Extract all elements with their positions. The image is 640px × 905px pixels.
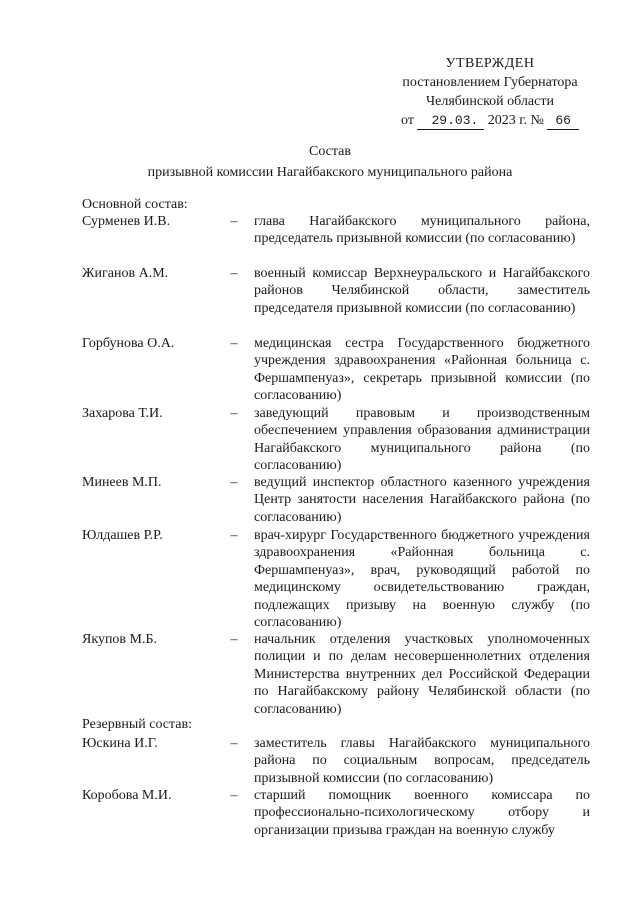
member-name: Юскина И.Г. [82,736,158,751]
member-dash: – [230,475,238,490]
heading-subtitle: призывной комиссии Нагайбакского муниципального района [147,165,513,180]
member-dash: – [230,214,238,229]
member-role: медицинская сестра Государственного бюджетного учреждения здравоохранения «Районная больница с. Фершампенуаз», секретарь призывной комиссии (по согласованию) [254,336,590,404]
approval-block [380,54,600,130]
approval-number: 66 [547,113,579,130]
heading-title: Состав [308,144,351,159]
member-dash: – [230,528,238,543]
member-role: начальник отделения участковых уполномоченных полиции и по делам несовершеннолетних отделения Министерства внутренних дел Российской Федерации по Нагайбакскому району Челябинской области (по согласованию) [254,632,590,717]
member-dash: – [230,336,238,351]
main-section-label: Основной состав: [82,197,188,212]
member-role: ведущий инспектор областного казенного учреждения Центр занятости населения Нагайбакского района (по согласованию) [254,475,590,525]
member-name: Минеев М.П. [82,475,162,490]
approval-date-line [380,111,600,130]
member-name: Якупов М.Б. [82,632,158,647]
member-name: Юлдашев Р.Р. [82,528,163,543]
member-dash: – [230,788,238,803]
approval-line-1: постановлением Губернатора [402,75,578,90]
member-name: Коробова М.И. [82,788,172,803]
member-name: Захарова Т.И. [82,406,163,421]
approval-year: 2023 г. № [487,113,544,128]
member-role: врач-хирург Государственного бюджетного учреждения здравоохранения «Районная больница с. Фершампенуаз», врач, руководящий работой по медицинскому освидетельствованию граждан, подлежащих призыву на военную службу (по согласованию) [254,528,590,631]
member-dash: – [230,736,238,751]
member-role: военный комиссар Верхнеуральского и Нагайбакского районов Челябинской области, заместитель председателя призывной комиссии (по согласованию) [254,266,590,316]
member-name: Жиганов А.М. [82,266,169,281]
member-dash: – [230,632,238,647]
reserve-section-label: Резервный состав: [82,717,193,732]
member-dash: – [230,406,238,421]
member-role: заведующий правовым и производственным обеспечением управления образования администрации Нагайбакского муниципального района (по согласованию) [254,406,590,474]
approval-from: от [401,113,414,128]
member-dash: – [230,266,238,281]
member-name: Горбунова О.А. [82,336,175,351]
approval-title: УТВЕРЖДЕН [445,56,535,71]
member-role: старший помощник военного комиссара по профессионально-психологическому отбору и организации призыва граждан на военную службу [254,788,590,838]
document-heading [80,141,580,183]
member-role: заместитель главы Нагайбакского муниципального района по социальным вопросам, председатель призывной комиссии (по согласованию) [254,736,590,786]
approval-date: 29.03. [417,113,484,130]
member-name: Сурменев И.В. [82,214,171,229]
member-role: глава Нагайбакского муниципального района, председатель призывной комиссии (по согласованию) [254,214,590,247]
approval-line-2: Челябинской области [426,94,554,109]
